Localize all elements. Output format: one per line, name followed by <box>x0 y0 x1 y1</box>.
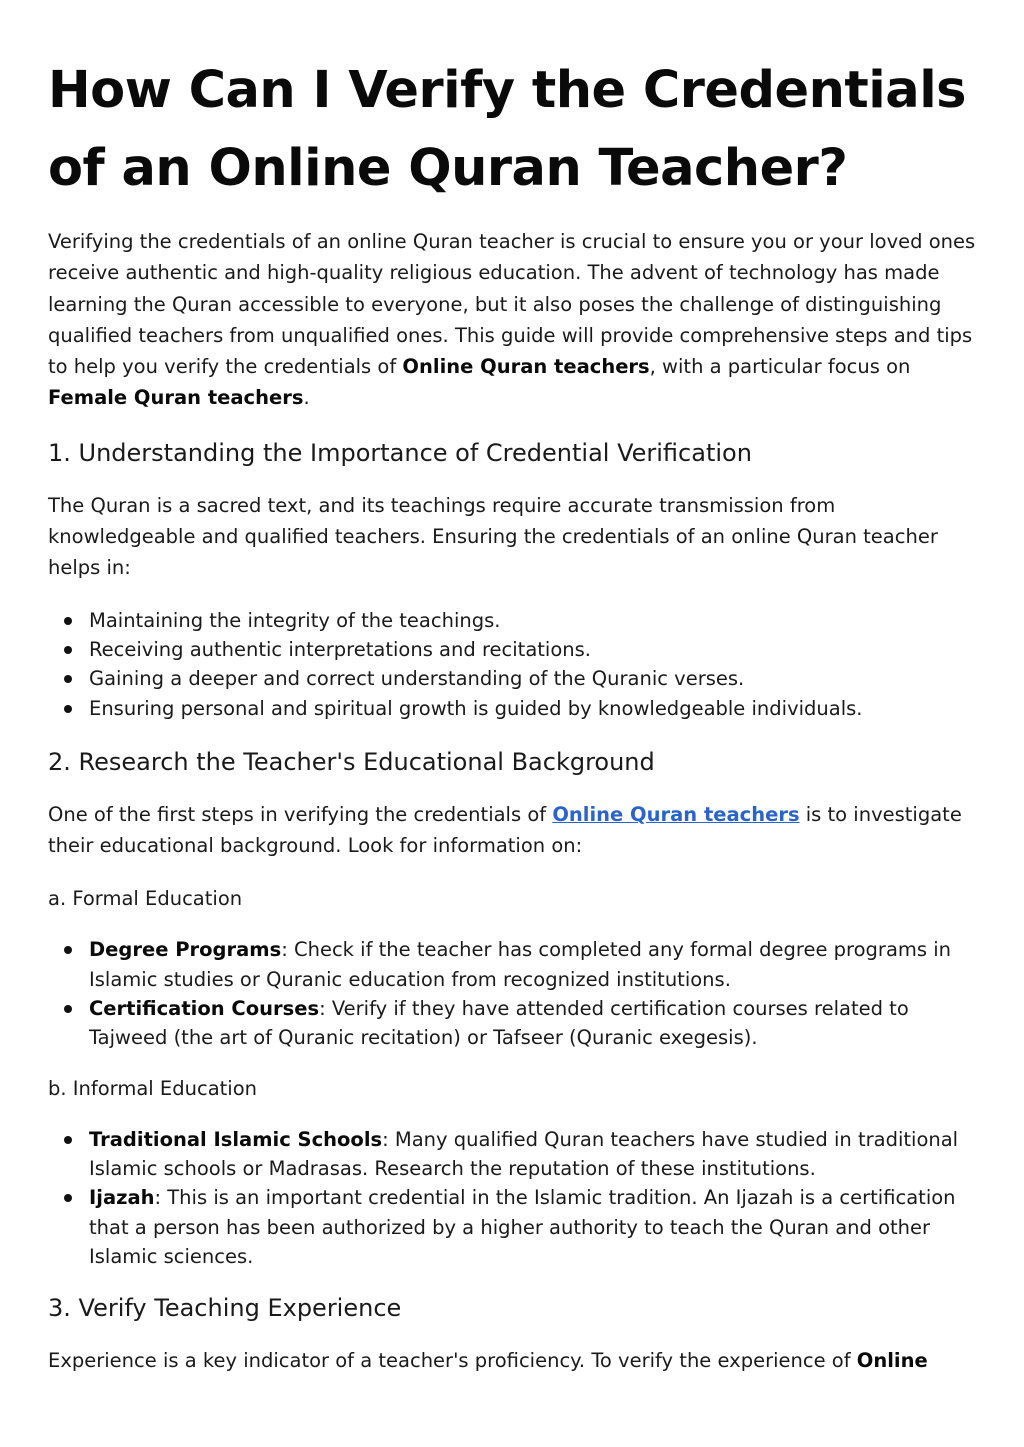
bullet-icon <box>64 675 72 683</box>
list-item <box>89 994 983 1053</box>
intro-bold-female-teachers: Female Quran teachers <box>48 386 304 410</box>
list-item <box>89 635 983 664</box>
article <box>48 52 983 1376</box>
list-item-text: Maintaining the integrity of the teachings. <box>89 608 501 632</box>
intro-paragraph <box>48 226 983 414</box>
intro-text-1: Verifying the credentials of an online Quran teacher is crucial to ensure you or your loved ones receive authentic and high-quality religious education. The advent of technology has made learning the Quran accessible to everyone, but it also poses the challenge of distinguishing qualified teachers from unqualified ones. This guide will provide comprehensive steps and tips to help you verify the credentials of <box>48 230 976 379</box>
list-item-text: : Verify if they have attended certification courses related to Tajweed (the art of Quranic recitation) or Tafseer (Quranic exegesis). <box>89 997 909 1050</box>
list-item-term: Degree Programs <box>89 938 282 962</box>
bullet-icon <box>64 646 72 654</box>
section-3-paragraph <box>48 1345 983 1376</box>
page-title: How Can I Verify the Credentials of an Online Quran Teacher? <box>48 61 967 198</box>
list-item <box>89 664 983 693</box>
bullet-icon <box>64 617 72 625</box>
bullet-icon <box>64 1136 72 1144</box>
online-quran-teachers-link[interactable]: Online Quran teachers <box>552 802 800 826</box>
section-3-bold: Online <box>856 1349 928 1373</box>
list-item-term: Ijazah <box>89 1186 155 1210</box>
list-item-text: Ensuring personal and spiritual growth is guided by knowledgeable individuals. <box>89 696 863 720</box>
informal-education-list <box>48 1125 983 1271</box>
bullet-icon <box>64 946 72 954</box>
section-1-paragraph: The Quran is a sacred text, and its teachings require accurate transmission from knowledgeable and qualified teachers. Ensuring the credentials of an online Quran teacher helps in: <box>48 493 938 580</box>
list-item <box>89 694 983 723</box>
list-item-term: Certification Courses <box>89 997 320 1021</box>
bullet-icon <box>64 1005 72 1013</box>
section-3-heading: 3. Verify Teaching Experience <box>48 1294 402 1323</box>
bullet-icon <box>64 705 72 713</box>
bullet-icon <box>64 1194 72 1202</box>
list-item <box>89 1125 983 1184</box>
list-item-text: : Check if the teacher has completed any formal degree programs in Islamic studies or Quranic education from recognized institutions. <box>89 938 952 991</box>
intro-text-3: . <box>303 386 310 410</box>
informal-education-heading: b. Informal Education <box>48 1076 257 1100</box>
list-item <box>89 935 983 994</box>
list-item-text: : This is an important credential in the Islamic tradition. An Ijazah is a certification that a person has been authorized by a higher authority to teach the Quran and other Islamic sciences. <box>89 1186 956 1268</box>
section-2-text-before: One of the first steps in verifying the credentials of <box>48 802 553 826</box>
formal-education-list <box>48 935 983 1052</box>
list-item-text: : Many qualified Quran teachers have studied in traditional Islamic schools or Madrasas. Research the reputation of these institutions. <box>89 1127 959 1180</box>
section-2-heading: 2. Research the Teacher's Educational Background <box>48 747 655 776</box>
section-2-text-after: is to investigate their educational background. Look for information on: <box>48 802 962 858</box>
list-item-term: Traditional Islamic Schools <box>89 1127 383 1151</box>
section-3-text: Experience is a key indicator of a teacher's proficiency. To verify the experience of <box>48 1349 857 1373</box>
list-item <box>89 1183 983 1271</box>
formal-education-heading: a. Formal Education <box>48 887 243 911</box>
list-item <box>89 606 983 635</box>
section-2-paragraph <box>48 799 983 862</box>
importance-list <box>48 606 983 723</box>
section-1-heading: 1. Understanding the Importance of Credential Verification <box>48 438 752 467</box>
list-item-text: Gaining a deeper and correct understanding of the Quranic verses. <box>89 667 745 691</box>
list-item-text: Receiving authentic interpretations and recitations. <box>89 637 591 661</box>
intro-bold-online-teachers: Online Quran teachers <box>402 355 650 379</box>
intro-text-2: , with a particular focus on <box>649 355 911 379</box>
